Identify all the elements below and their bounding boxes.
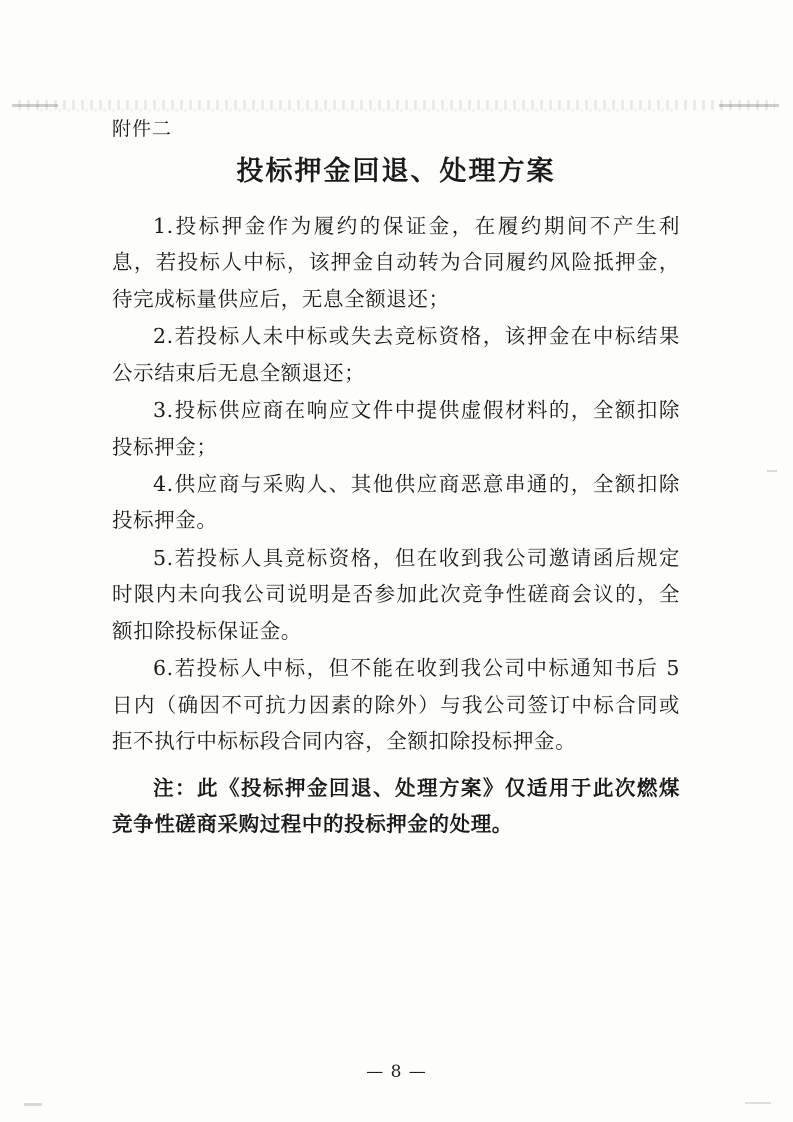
document-note: 注：此《投标押金回退、处理方案》仅适用于此次燃煤竞争性磋商采购过程中的投标押金的处理。 (112, 775, 680, 837)
scan-edge-mark-bottom-right (745, 1102, 771, 1104)
clause-paragraph-3: 3.投标供应商在响应文件中提供虚假材料的，全额扣除投标押金； (112, 398, 680, 459)
clause-paragraph-4: 4.供应商与采购人、其他供应商恶意串通的，全额扣除投标押金。 (112, 471, 680, 533)
clause-paragraph-1: 1.投标押金作为履约的保证金，在履约期间不产生利息，若投标人中标，该押金自动转为合同履约风险抵押金，待完成标量供应后，无息全额退还； (112, 213, 680, 311)
clause-paragraph-5: 5.若投标人具竞标资格，但在收到我公司邀请函后规定时限内未向我公司说明是否参加此次竞争性磋商会议的，全额扣除投标保证金。 (112, 545, 680, 643)
attachment-label: 附件二 (112, 118, 173, 140)
scan-edge-mark-mid-right (767, 470, 777, 472)
document-body (112, 116, 680, 863)
page-title: 投标押金回退、处理方案 (236, 155, 556, 187)
page-number: — 8 — (366, 1062, 427, 1082)
clause-paragraph-2: 2.若投标人未中标或失去竞标资格，该押金在中标结果公示结束后无息全额退还； (112, 324, 680, 385)
scan-edge-mark-right (719, 104, 779, 107)
scan-edge-mark-left (12, 104, 58, 107)
clause-paragraph-6: 6.若投标人中标，但不能在收到我公司中标通知书后 5 日内（确因不可抗力因素的除外）与我公司签订中标合同或拒不执行中标标段合同内容，全额扣除投标押金。 (112, 656, 680, 754)
scan-edge-mark-bottom-left (24, 1103, 42, 1106)
scan-artifact-band-secondary (40, 108, 673, 112)
